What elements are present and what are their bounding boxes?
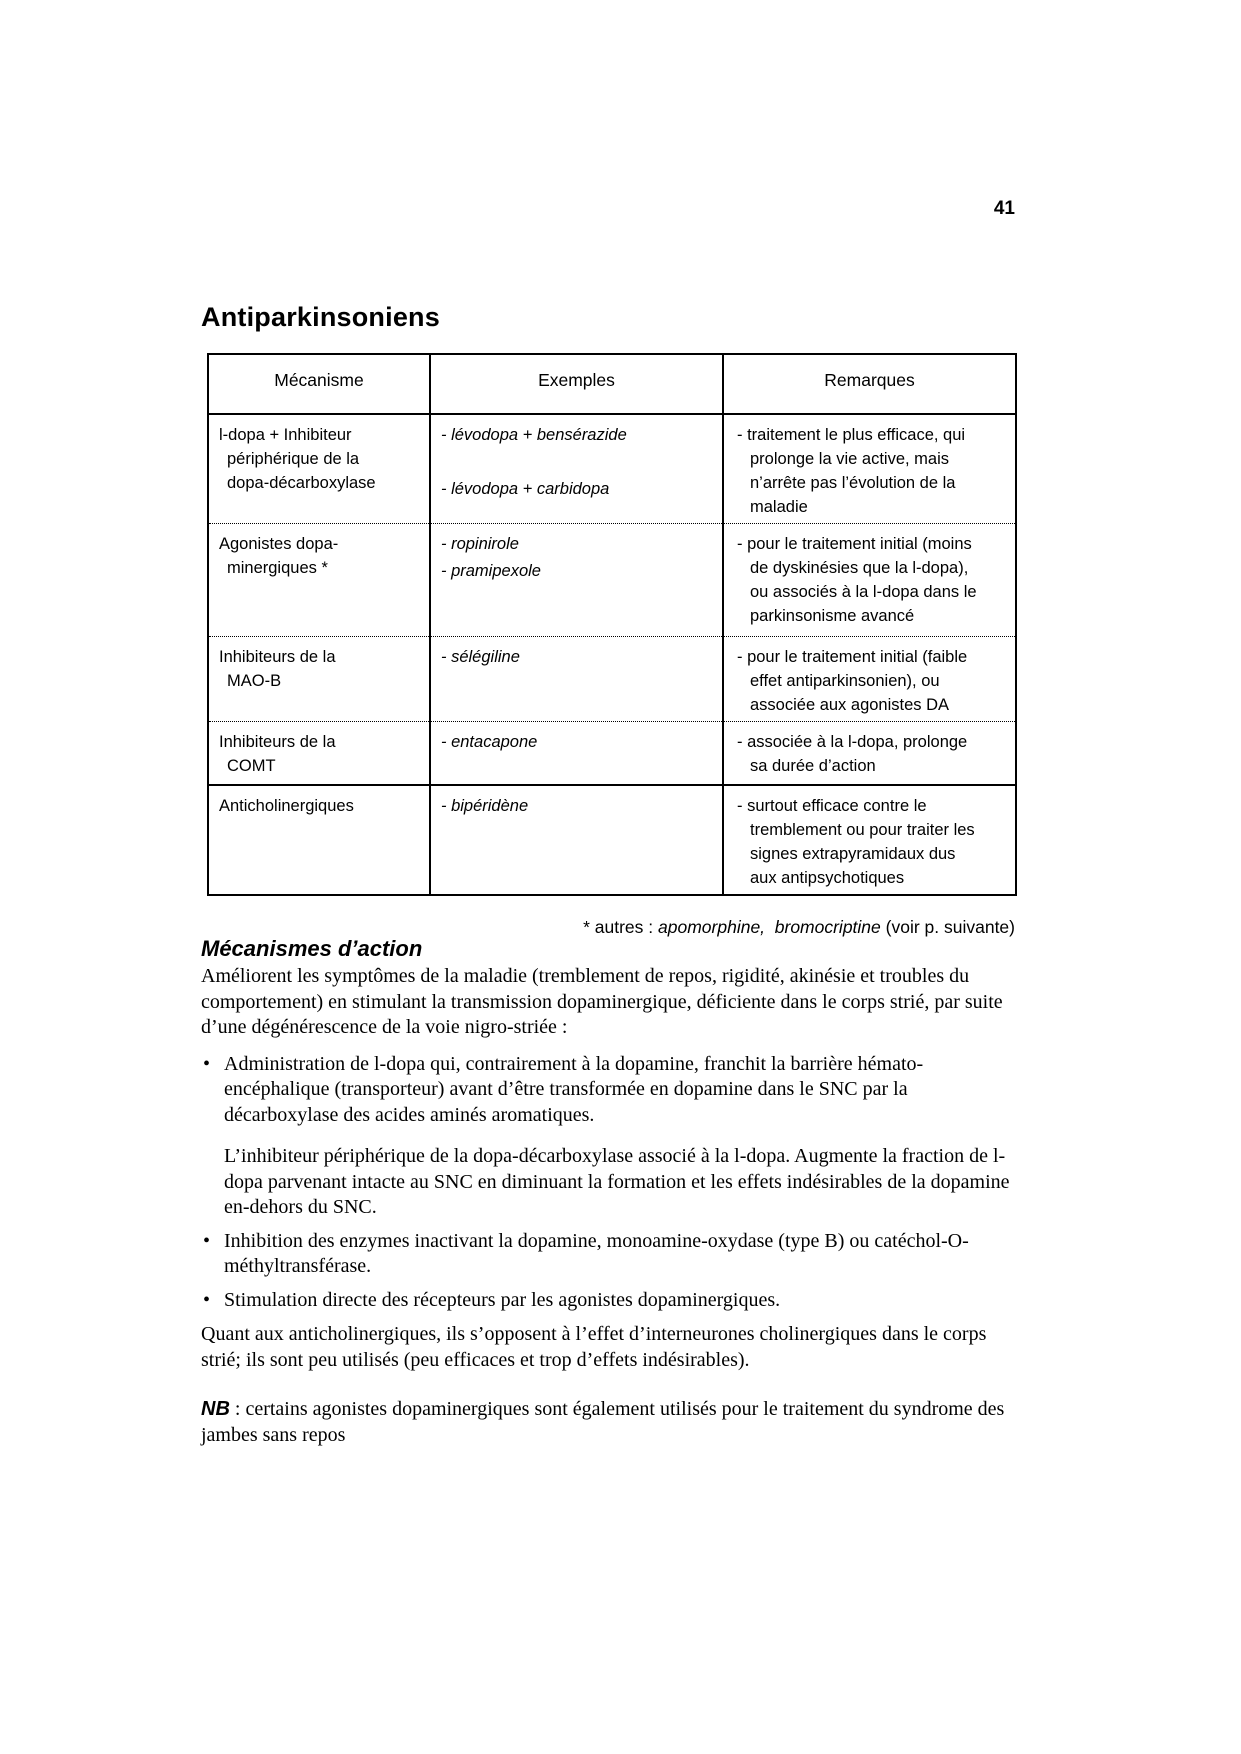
cell-exemples (430, 785, 723, 895)
cell-remarques: - pour le traitement initial (moins de dyskinésies que la l-dopa), ou associés à la l-dopa dans le parkinsonisme avancé (723, 524, 1016, 637)
table-header-row (208, 354, 1016, 414)
closing-paragraph: Quant aux anticholinergiques, ils s’opposent à l’effet d’interneurones cholinergiques dans le corps strié; ils sont peu utilisés (peu efficaces et trop d’effets indésirables). (201, 1323, 987, 1371)
table-row (208, 785, 1016, 895)
exemple-item: - entacapone (441, 733, 538, 751)
cell-remarques: - pour le traitement initial (faible effet antiparkinsonien), ou associée aux agonistes DA (723, 637, 1016, 722)
table-footnote (564, 896, 1015, 959)
cell-exemples (430, 722, 723, 785)
bullet-marker: • (203, 1229, 211, 1252)
cell-mecanisme: Inhibiteurs de la COMT (208, 722, 430, 785)
antiparkinsonian-table (207, 353, 1017, 896)
cell-exemples (430, 524, 723, 637)
cell-exemples (430, 414, 723, 524)
exemple-item: - ropinirole (441, 535, 519, 553)
bullet-text: Inhibition des enzymes inactivant la dopamine, monoamine-oxydase (type B) ou catéchol-O-méthyltransférase. (224, 1229, 969, 1277)
column-header-exemples: Exemples (430, 354, 723, 414)
cell-mecanisme: Inhibiteurs de la MAO-B (208, 637, 430, 722)
bullet-item (201, 1288, 1019, 1314)
cell-mecanisme: l-dopa + Inhibiteur périphérique de la dopa-décarboxylase (208, 414, 430, 524)
bullet-marker: • (203, 1052, 211, 1075)
nb-text: : certains agonistes dopaminergiques sont également utilisés pour le traitement du syndrome des jambes sans repos (201, 1398, 1005, 1446)
column-header-remarques: Remarques (723, 354, 1016, 414)
cell-remarques: - traitement le plus efficace, qui prolonge la vie active, mais n’arrête pas l’évolution de la maladie (723, 414, 1016, 524)
bullet-item (201, 1052, 1019, 1129)
table-row (208, 637, 1016, 722)
footnote-suffix: (voir p. suivante) (880, 917, 1015, 937)
exemple-item: - lévodopa + carbidopa (441, 480, 610, 498)
intro-paragraph: Améliorent les symptômes de la maladie (tremblement de repos, rigidité, akinésie et troubles du comportement) en stimulant la transmission dopaminergique, déficiente dans le corps strié, par suite d’une dégénérescence de la voie nigro-striée : (201, 965, 1003, 1038)
footnote-prefix: * autres : (583, 917, 659, 937)
cell-mecanisme: Agonistes dopa- minergiques * (208, 524, 430, 637)
table-row (208, 524, 1016, 637)
footnote-drug-names: apomorphine, bromocriptine (658, 917, 881, 937)
exemple-item: - lévodopa + bensérazide (441, 426, 627, 444)
exemple-item: - sélégiline (441, 648, 520, 666)
cell-mecanisme: Anticholinergiques (208, 785, 430, 895)
bullet-continuation-paragraph: L’inhibiteur périphérique de la dopa-décarboxylase associé à la l-dopa. Augmente la fraction de l-dopa parvenant intacte au SNC en diminuant la formation et les effets indésirables de la dopamine en-dehors du SNC. (224, 1145, 1010, 1218)
page-number: 41 (993, 198, 1015, 219)
page-title: Antiparkinsoniens (201, 302, 440, 333)
bullet-marker: • (203, 1288, 211, 1311)
cell-exemples (430, 637, 723, 722)
table-row (208, 414, 1016, 524)
exemple-item: - pramipexole (441, 562, 541, 580)
cell-remarques: - surtout efficace contre le tremblement ou pour traiter les signes extrapyramidaux dus aux antipsychotiques (723, 785, 1016, 895)
section-heading: Mécanismes d’action (201, 936, 423, 962)
nb-label: NB (201, 1398, 230, 1420)
section-body (201, 952, 1019, 1448)
table-row (208, 722, 1016, 785)
bullet-text: Administration de l-dopa qui, contrairement à la dopamine, franchit la barrière hémato-encéphalique (transporteur) avant d’être transformée en dopamine dans le SNC par la décarboxylase des acides aminés aromatiques. (224, 1052, 924, 1126)
cell-remarques: - associée à la l-dopa, prolonge sa durée d’action (723, 722, 1016, 785)
bullet-text: Stimulation directe des récepteurs par les agonistes dopaminergiques. (224, 1288, 781, 1311)
bullet-item (201, 1229, 1019, 1280)
nb-note (201, 1397, 1019, 1448)
column-header-mecanisme: Mécanisme (208, 354, 430, 414)
exemple-item: - bipéridène (441, 796, 529, 815)
